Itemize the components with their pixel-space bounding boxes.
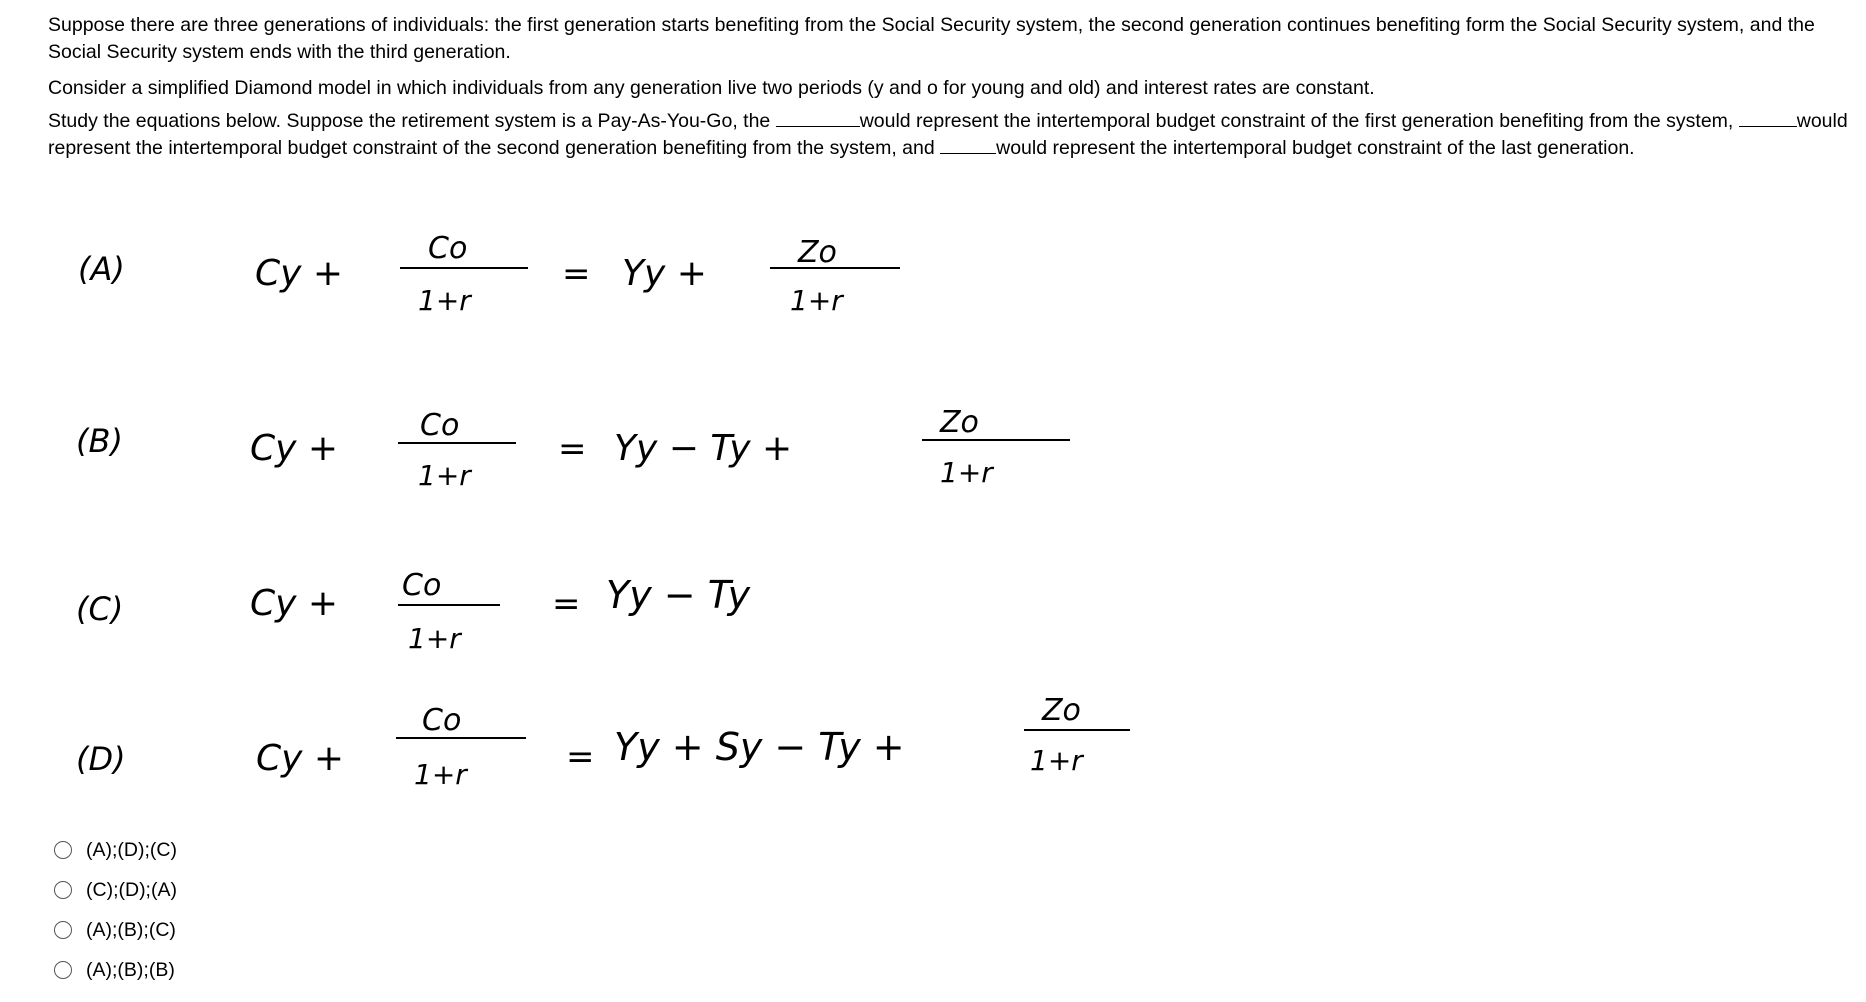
answer-option-4[interactable] bbox=[54, 950, 177, 990]
answer-option-label: (A);(B);(B) bbox=[86, 958, 175, 981]
fraction-numerator: Co bbox=[402, 568, 442, 603]
fraction-numerator: Co bbox=[422, 703, 462, 738]
fraction-denominator: 1+r bbox=[418, 284, 471, 317]
equation-b bbox=[76, 405, 1070, 492]
fraction-denominator: 1+r bbox=[940, 456, 993, 489]
answer-option-label: (A);(B);(C) bbox=[86, 918, 176, 941]
equation-label: (D) bbox=[76, 740, 126, 778]
radio-button[interactable] bbox=[54, 921, 72, 939]
equation-lhs: Cy + bbox=[256, 738, 345, 779]
fraction-numerator: Zo bbox=[798, 235, 837, 270]
fraction-numerator: Co bbox=[420, 408, 460, 443]
fraction-denominator: 1+r bbox=[790, 284, 843, 317]
fraction-numerator: Co bbox=[428, 231, 468, 266]
equation-label: (C) bbox=[76, 590, 124, 628]
equation-d bbox=[76, 693, 1130, 791]
equation-label: (A) bbox=[78, 250, 125, 288]
equation-a bbox=[78, 231, 900, 317]
answer-option-label: (C);(D);(A) bbox=[86, 878, 177, 901]
equation-lhs: Cy + bbox=[250, 428, 339, 469]
radio-button[interactable] bbox=[54, 881, 72, 899]
equation-rhs: Yy − Ty bbox=[606, 573, 751, 617]
question-paragraph-2: Consider a simplified Diamond model in which individuals from any generation live two periods (y and o for young and old) and interest rates are constant. bbox=[48, 77, 1375, 99]
fraction-denominator: 1+r bbox=[414, 758, 467, 791]
question-text-part-2: would represent the intertemporal budget constraint of the first generation benefiting from the system, bbox=[859, 110, 1739, 132]
equation-label: (B) bbox=[76, 422, 123, 460]
radio-button[interactable] bbox=[54, 841, 72, 859]
answer-option-2[interactable] bbox=[54, 870, 177, 910]
question-text-part-3: would represent the intertemporal budget constraint of the second generation benefiting from the system, and bbox=[48, 110, 1848, 159]
equals-sign: = bbox=[552, 584, 581, 624]
fraction-numerator: Zo bbox=[1042, 693, 1081, 728]
answer-options bbox=[54, 830, 177, 990]
equation-lhs: Cy + bbox=[250, 583, 339, 624]
radio-button[interactable] bbox=[54, 961, 72, 979]
equals-sign: = bbox=[562, 254, 591, 294]
equation-lhs: Cy + bbox=[255, 253, 344, 294]
answer-option-label: (A);(D);(C) bbox=[86, 838, 177, 861]
fraction-denominator: 1+r bbox=[418, 459, 471, 492]
equals-sign: = bbox=[558, 429, 587, 469]
equation-rhs: Yy − Ty + bbox=[614, 428, 793, 469]
fraction-denominator: 1+r bbox=[408, 622, 461, 655]
answer-option-3[interactable] bbox=[54, 910, 177, 950]
equals-sign: = bbox=[566, 737, 595, 777]
question-paragraph-1: Suppose there are three generations of individuals: the first generation starts benefiting from the Social Security system, the second generation continues benefiting form the Social Security system, and the Social Security system ends with the third generation. bbox=[48, 14, 1815, 63]
equation-c bbox=[76, 568, 751, 655]
question-text-part-1: Study the equations below. Suppose the retirement system is a Pay-As-You-Go, the bbox=[48, 110, 776, 132]
equation-rhs: Yy + Sy − Ty + bbox=[614, 725, 905, 769]
fraction-numerator: Zo bbox=[940, 405, 979, 440]
equation-rhs: Yy + bbox=[622, 253, 707, 294]
question-text-part-4: would represent the intertemporal budget constraint of the last generation. bbox=[996, 137, 1635, 159]
fraction-denominator: 1+r bbox=[1030, 744, 1083, 777]
answer-option-1[interactable] bbox=[54, 830, 177, 870]
